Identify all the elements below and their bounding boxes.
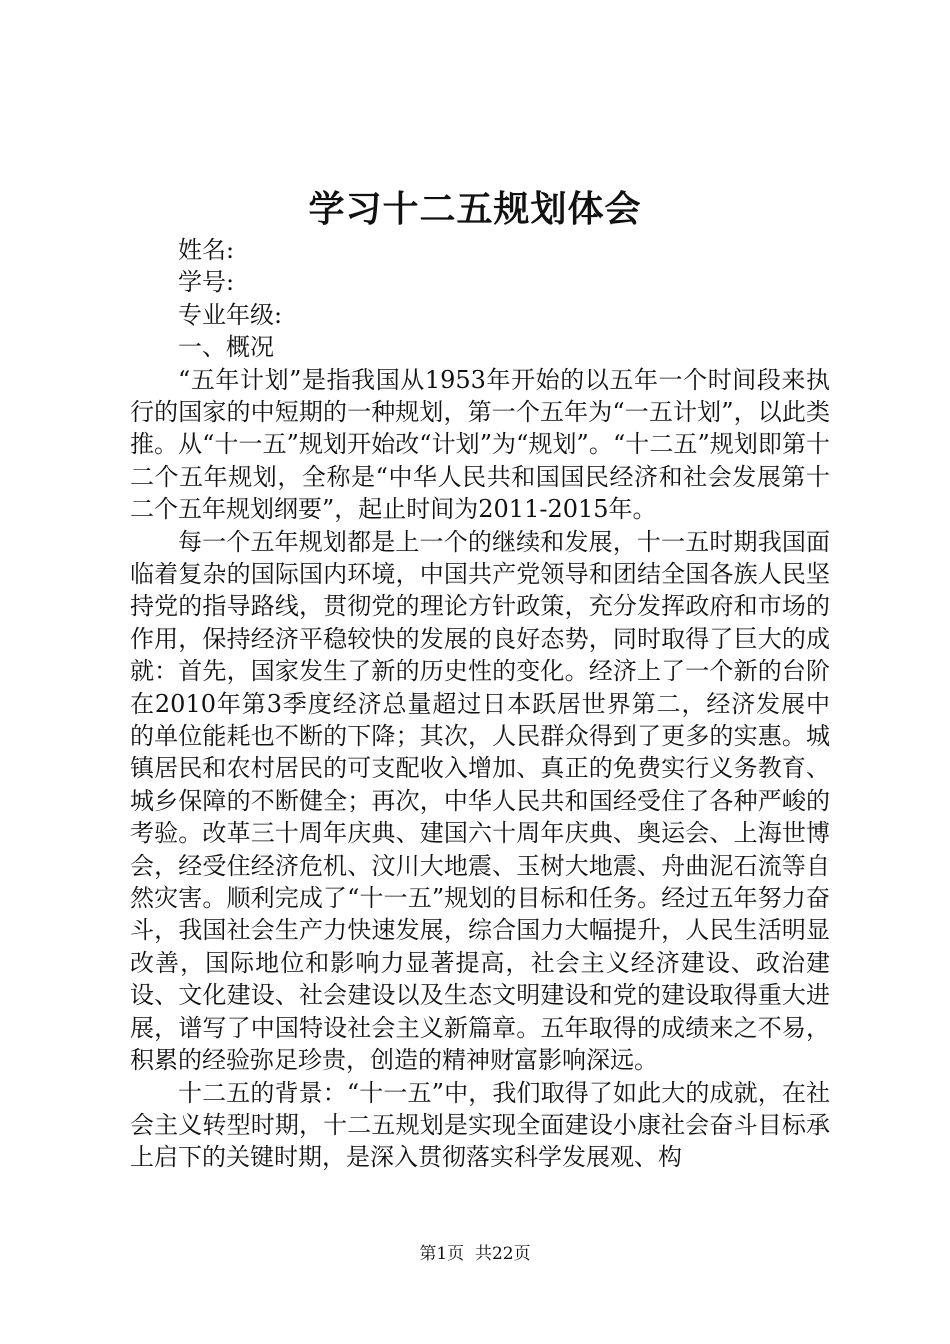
major-grade-field-label: 专业年级: bbox=[178, 300, 283, 329]
section-heading: 一、概况 bbox=[178, 333, 274, 362]
page-footer: 第1页 共22页 bbox=[419, 1244, 531, 1264]
paragraph-2: 每一个五年规划都是上一个的继续和发展，十一五时期我国面临着复杂的国际国内环境，中国共产党领导和团结全国各族人民坚持党的指导路线，贯彻党的理论方针政策，充分发挥政府和市场的作用，保持经济平稳较快的发展的良好态势，同时取得了巨大的成就：首先，国家发生了新的历史性的变化。经济上了一个新的台阶在2010年第3季度经济总量超过日本跃居世界第二，经济发展中的单位能耗也不断的下降；其次，人民群众得到了更多的实惠。城镇居民和农村居民的可支配收入增加、真正的免费实行义务教育、城乡保障的不断健全；再次，中华人民共和国经受住了各种严峻的考验。改革三十周年庆典、建国六十周年庆典、奥运会、上海世博会，经受住经济危机、汶川大地震、玉树大地震、舟曲泥石流等自然灾害。顺利完成了“十一五”规划的目标和任务。经过五年努力奋斗，我国社会生产力快速发展，综合国力大幅提升，人民生活明显改善，国际地位和影响力显著提高，社会主义经济建设、政治建设、文化建设、社会建设以及生态文明建设和党的建设取得重大进展，谱写了中国特设社会主义新篇章。五年取得的成绩来之不易，积累的经验弥足珍贵，创造的精神财富影响深远。 bbox=[130, 527, 830, 1075]
student-id-field-label: 学号: bbox=[178, 268, 235, 297]
document-title: 学习十二五规划体会 bbox=[308, 188, 642, 230]
name-field-label: 姓名: bbox=[178, 236, 235, 264]
paragraph-3: 十二五的背景：“十一五”中，我们取得了如此大的成就，在社会主义转型时期，十二五规划是实现全面建设小康社会奋斗目标承上启下的关键时期，是深入贯彻落实科学发展观、构 bbox=[130, 1078, 830, 1172]
document-body bbox=[130, 234, 830, 1174]
paragraph-1: “五年计划”是指我国从1953年开始的以五年一个时间段来执行的国家的中短期的一种规划，第一个五年为“一五计划”，以此类推。从“十一五”规划开始改“计划”为“规划”。“十二五”规划即第十二个五年规划，全称是“中华人民共和国国民经济和社会发展第十二个五年规划纲要”，起止时间为2011-2015年。 bbox=[130, 365, 830, 524]
